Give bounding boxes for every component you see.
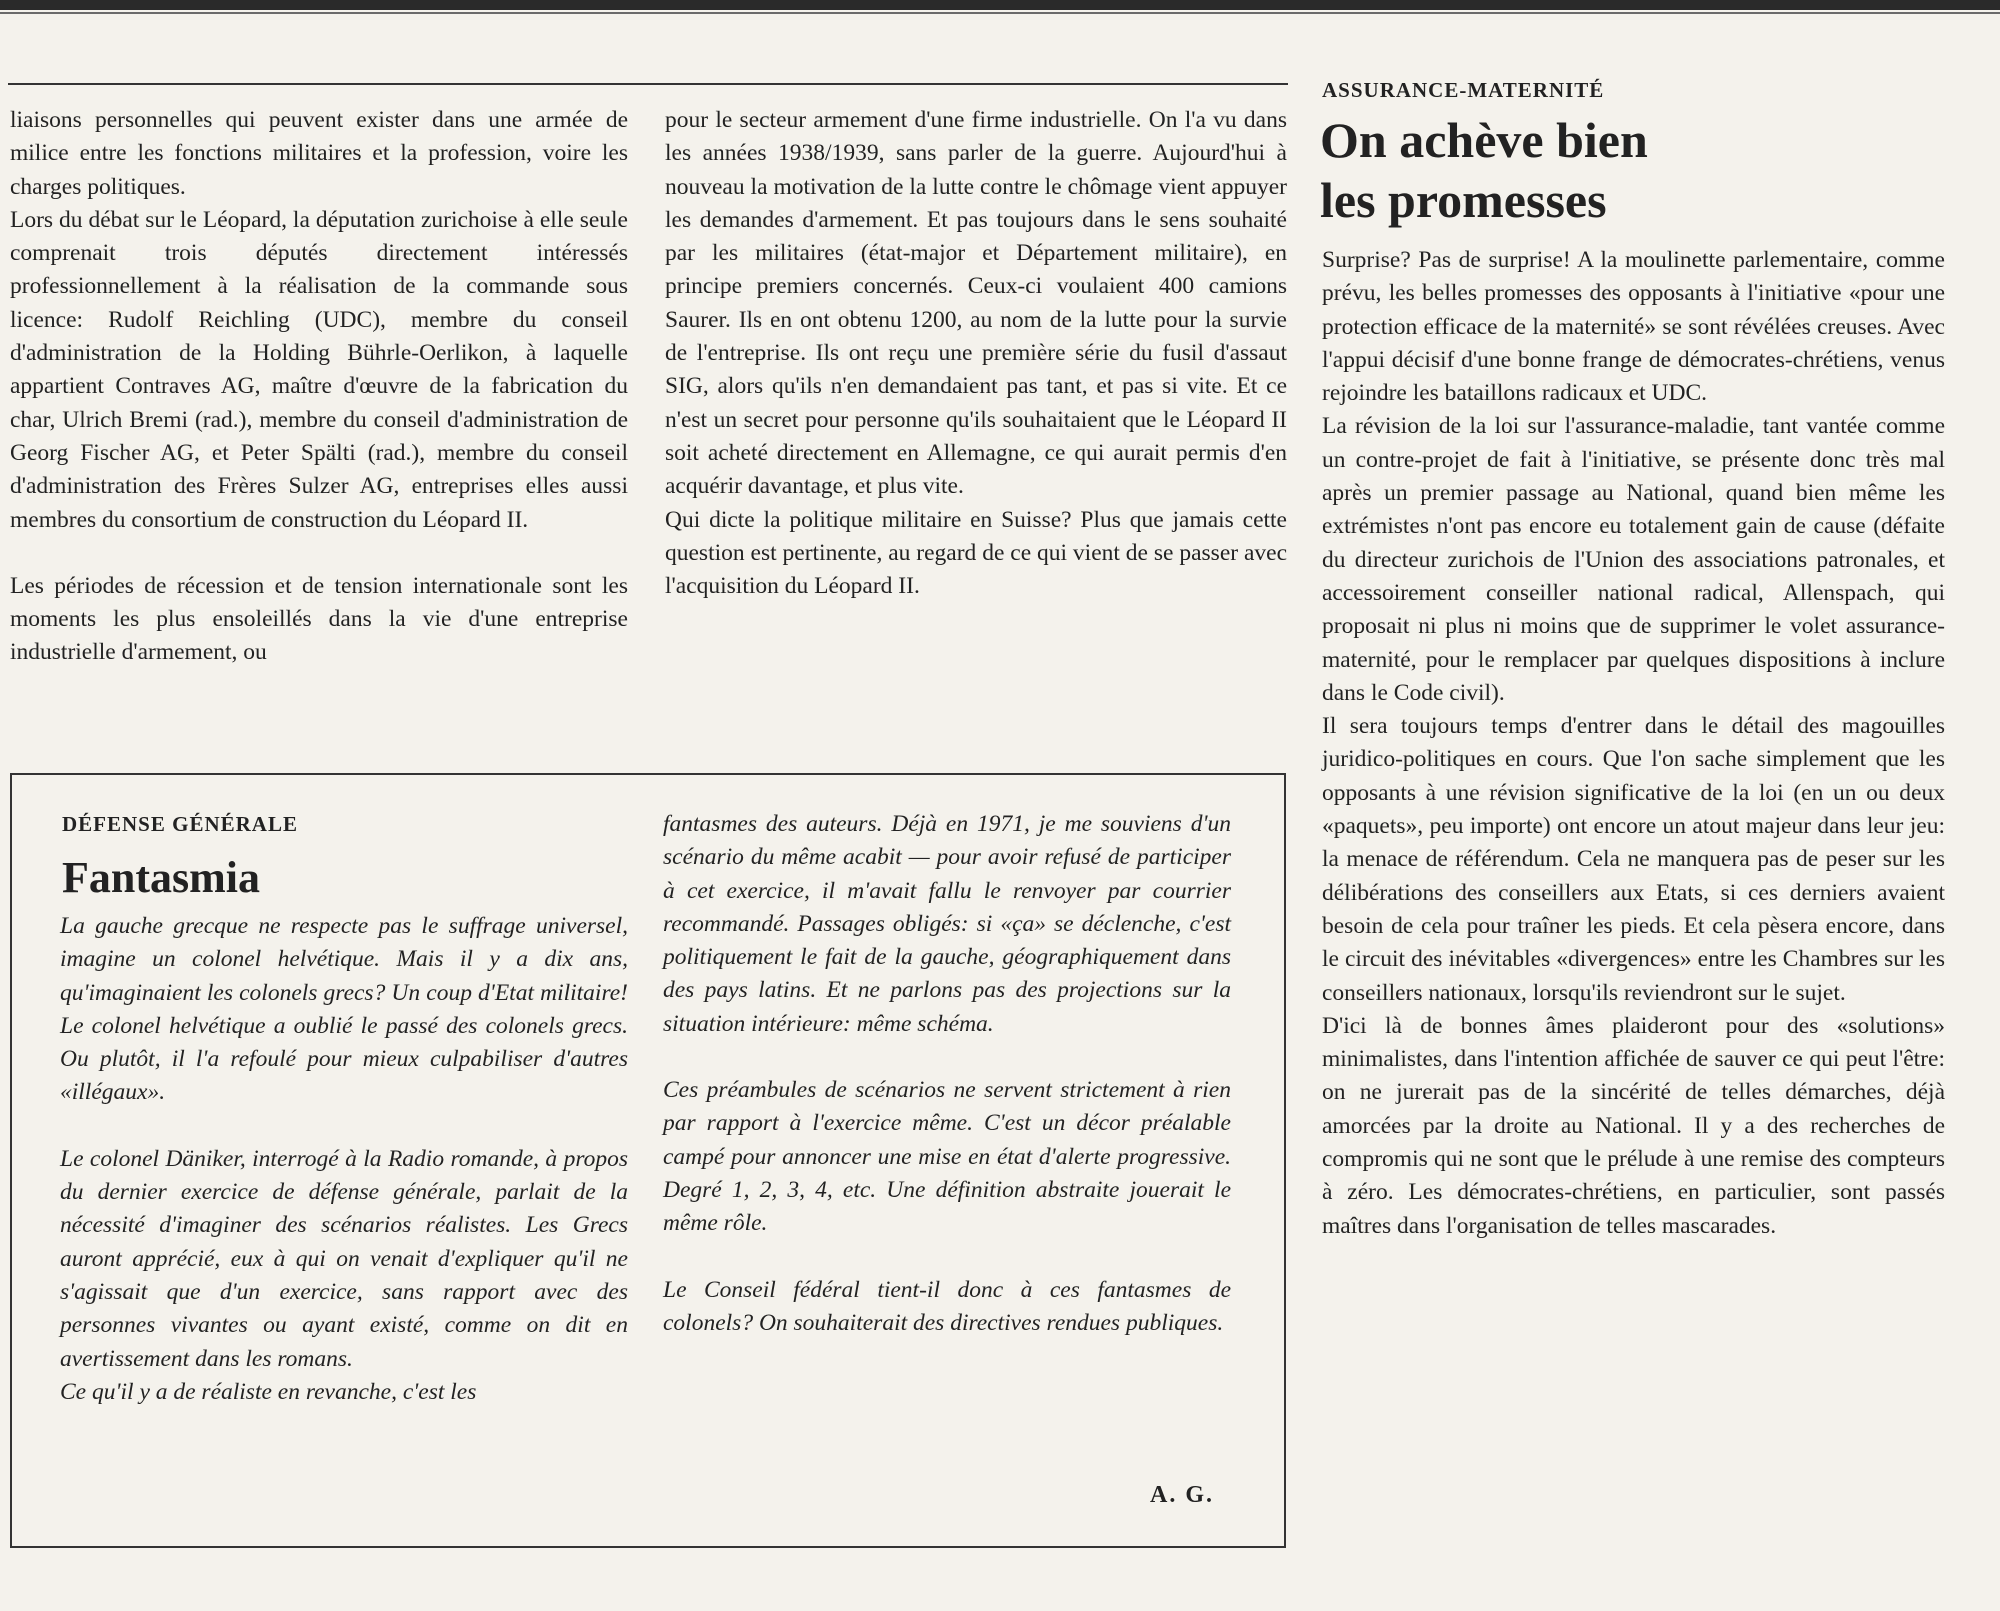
paragraph: Lors du débat sur le Léopard, la députation zurichoise à elle seule comprenait trois députés directement intéressés professionnellement à la réalisation de la commande sous licence: Rudolf Reichling (UDC), membre du conseil d'administration de la Holding Bührle-Oerlikon, à laquelle appartient Contraves AG, maître d'œuvre de la fabrication du char, Ulrich Bremi (rad.), membre du conseil d'administration de Georg Fischer AG, et Peter Spälti (rad.), membre du conseil d'administration des Frères Sulzer AG, entreprises elles aussi membres du consortium de construction du Léopard II.	[10, 206, 628, 533]
article-column-1	[10, 104, 628, 670]
box-headline: Fantasmia	[62, 853, 260, 902]
paragraph: Surprise? Pas de surprise! A la moulinette parlementaire, comme prévu, les belles promesses des opposants à l'initiative «pour une protection efficace de la maternité» se sont révélées creuses. Avec l'appui décisif d'une bonne frange de démocrates-chrétiens, venus rejoindre les bataillons radicaux et UDC.	[1322, 247, 1945, 407]
top-border	[0, 0, 2000, 10]
article-column-2	[665, 104, 1287, 603]
paragraph: Le Conseil fédéral tient-il donc à ces fantasmes de colonels? On souhaiterait des directives rendues publiques.	[663, 1276, 1231, 1336]
paragraph: Les périodes de récession et de tension internationale sont les moments les plus ensoleillés dans la vie d'une entreprise industrielle d'armement, ou	[10, 572, 628, 666]
paragraph: pour le secteur armement d'une firme industrielle. On l'a vu dans les années 1938/1939, sans parler de la guerre. Aujourd'hui à nouveau la motivation de la lutte contre le chômage vient appuyer les demandes d'armement. Et pas toujours dans le sens souhaité par les militaires (état-major et Département militaire), en principe premiers concernés. Ceux-ci voulaient 400 camions Saurer. Ils en ont obtenu 1200, au nom de la lutte pour la survie de l'entreprise. Ils ont reçu une première série du fusil d'assaut SIG, alors qu'ils n'en demandaient pas tant, et pas si vite. Et ce n'est un secret pour personne qu'ils souhaitaient que le Léopard II soit acheté directement en Allemagne, ce qui aurait permis d'en acquérir davantage, et plus vite.	[665, 107, 1287, 500]
section-rule	[8, 83, 1288, 85]
paragraph: Ce qu'il y a de réaliste en revanche, c'est les	[60, 1378, 477, 1405]
box-kicker: DÉFENSE GÉNÉRALE	[62, 812, 298, 836]
paragraph: Ces préambules de scénarios ne servent strictement à rien par rapport à l'exercice même. C'est un décor préalable campé pour annoncer une mise en état d'alerte progressive. Degré 1, 2, 3, 4, etc. Une définition abstraite jouerait le même rôle.	[663, 1077, 1231, 1237]
paragraph: La révision de la loi sur l'assurance-maladie, tant vantée comme un contre-projet de fait à l'initiative, se présente donc très mal après un premier passage au National, quand bien même les extrémistes n'ont pas encore eu totalement gain de cause (défaite du directeur zurichois de l'Union des associations patronales, et accessoirement conseiller national radical, Allenspach, qui proposait ni plus ni moins que de supprimer le volet assurance-maternité, pour le remplacer par quelques dispositions à inclure dans le Code civil).	[1322, 413, 1945, 706]
box-column-1	[60, 910, 628, 1409]
paragraph: Le colonel Däniker, interrogé à la Radio romande, à propos du dernier exercice de défense générale, parlait de la nécessité d'imaginer des scénarios réalistes. Les Grecs auront apprécié, eux à qui on venait d'expliquer qu'il ne s'agissait que d'un exercice, sans rapport avec des personnes vivantes ou ayant existé, comme on dit en avertissement dans les romans.	[60, 1145, 628, 1372]
article-headline	[1320, 110, 1960, 230]
paragraph: fantasmes des auteurs. Déjà en 1971, je me souviens d'un scénario du même acabit — pour avoir refusé de participer à cet exercice, il m'avait fallu le renvoyer par courrier recommandé. Passages obligés: si «ça» se déclenche, c'est politiquement le fait de la gauche, géographiquement dans des pays latins. Et ne parlons pas des projections sur la situation intérieure: même schéma.	[663, 811, 1231, 1037]
paragraph: D'ici là de bonnes âmes plaideront pour des «solutions» minimalistes, dans l'intention affichée de sauver ce qui peut l'être: on ne jurerait pas de la sincérité de telles démarches, déjà amorcées par la droite au National. Il y a des recherches de compromis qui ne sont que le prélude à une remise des compteurs à zéro. Les démocrates-chrétiens, en particulier, sont passés maîtres dans l'organisation de telles mascarades.	[1322, 1012, 1945, 1239]
headline-line: On achève bien	[1320, 112, 1648, 168]
paragraph: Il sera toujours temps d'entrer dans le détail des magouilles juridico-politiques en cours. Que l'on sache simplement que les opposants à une révision significative de la loi (en un ou deux «paquets», peu importe) ont encore un atout majeur dans leur jeu: la menace de référendum. Cela ne manquera pas de peser sur les délibérations des conseillers aux Etats, si ces derniers avaient besoin de cela pour traîner les pieds. Et cela pèsera encore, dans le circuit des inévitables «divergences» entre les Chambres sur les conseillers nationaux, lorsqu'ils reviendront sur le sujet.	[1322, 713, 1945, 1006]
article-kicker: ASSURANCE-MATERNITÉ	[1322, 78, 1605, 102]
paragraph: Qui dicte la politique militaire en Suisse? Plus que jamais cette question est pertinente, au regard de ce qui vient de se passer avec l'acquisition du Léopard II.	[665, 506, 1287, 600]
paragraph: liaisons personnelles qui peuvent exister dans une armée de milice entre les fonctions militaires et la profession, voire les charges politiques.	[10, 107, 628, 200]
headline-line: les promesses	[1320, 172, 1607, 228]
article-column-3	[1322, 244, 1945, 1243]
top-border-thin	[0, 12, 2000, 14]
box-column-2	[663, 808, 1231, 1340]
paragraph: La gauche grecque ne respecte pas le suffrage universel, imagine un colonel helvétique. Mais il y a dix ans, qu'imaginaient les colonels grecs? Un coup d'Etat militaire! Le colonel helvétique a oublié le passé des colonels grecs. Ou plutôt, il l'a refoulé pour mieux culpabiliser d'autres «illégaux».	[60, 913, 628, 1106]
author-signature: A. G.	[1150, 1482, 1214, 1508]
